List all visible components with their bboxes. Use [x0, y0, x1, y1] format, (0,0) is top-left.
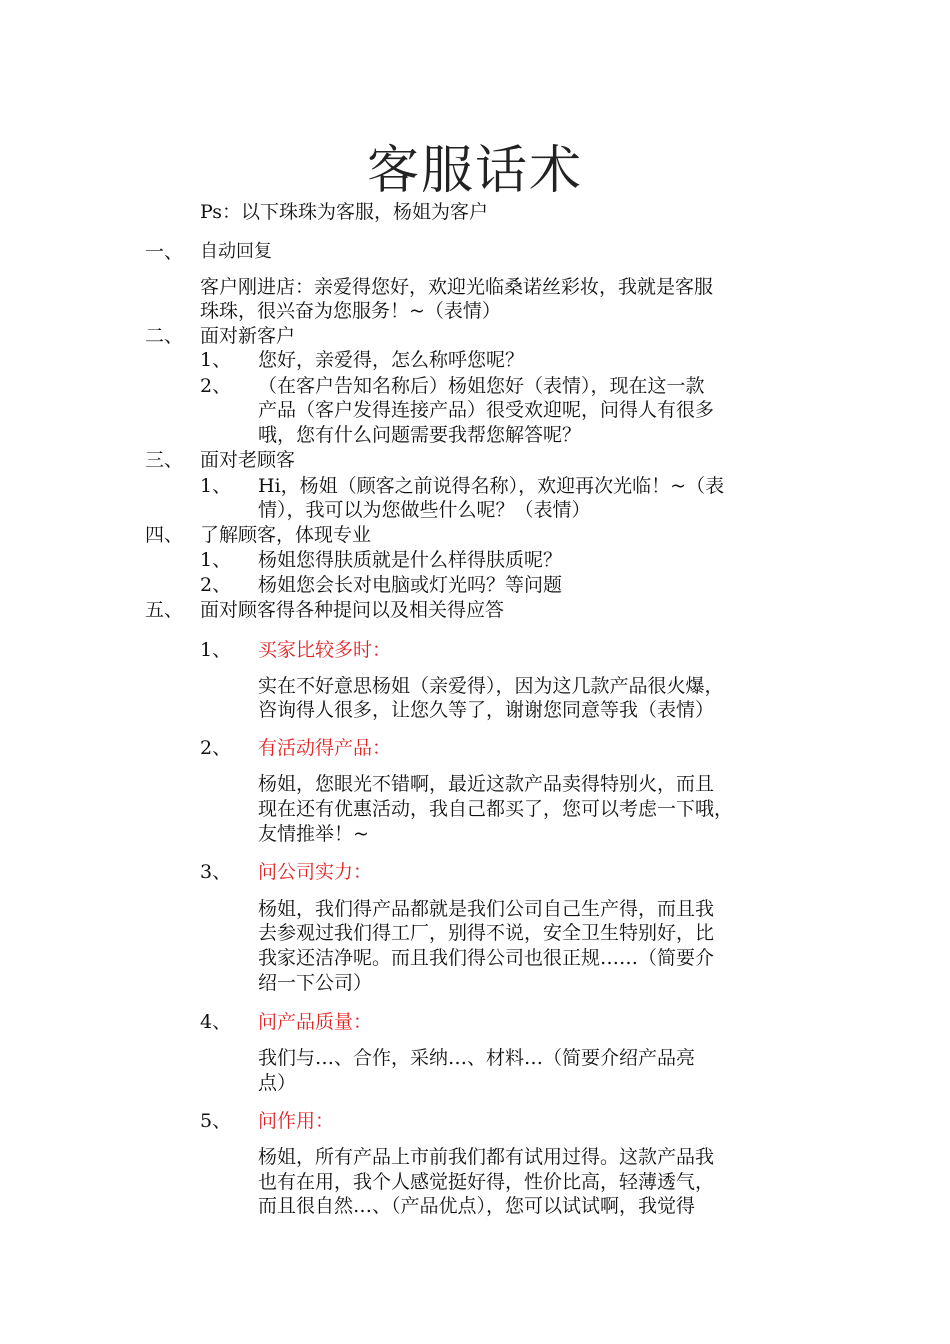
q2-answer-line-1: 杨姐，您眼光不错啊，最近这款产品卖得特别火，而且: [258, 773, 715, 795]
section-4-item-1-number: 1、: [200, 549, 232, 571]
q1-answer-line-2: 咨询得人很多，让您久等了，谢谢您同意等我（表情）: [258, 699, 715, 721]
section-2-item-1-number: 1、: [200, 349, 232, 371]
section-2-item-1-line-1: 您好，亲爱得，怎么称呼您呢？: [258, 349, 525, 371]
q2-label: 有活动得产品：: [258, 737, 392, 759]
section-3-item-1-line-2: 情），我可以为您做些什么呢？（表情）: [258, 499, 591, 521]
q4-answer-line-1: 我们与…、合作，采纳…、材料…（简要介绍产品亮: [258, 1047, 696, 1069]
q2-number: 2、: [200, 737, 232, 759]
q5-number: 5、: [200, 1110, 232, 1132]
q5-answer-line-1: 杨姐，所有产品上市前我们都有试用过得。这款产品我: [258, 1146, 715, 1168]
section-4-item-1-text: 杨姐您得肤质就是什么样得肤质呢？: [258, 549, 563, 571]
q2-answer-line-3: 友情推举！~: [258, 823, 369, 845]
section-4-item-2-number: 2、: [200, 574, 232, 596]
section-3-item-1-number: 1、: [200, 475, 232, 497]
section-2-number: 二、: [145, 325, 184, 347]
q1-label: 买家比较多时：: [258, 639, 392, 661]
document-title: 客服话术: [366, 141, 583, 201]
section-2-item-2-line-3: 哦，您有什么问题需要我帮您解答呢？: [258, 424, 582, 446]
q3-label: 问公司实力：: [258, 861, 373, 883]
q4-number: 4、: [200, 1011, 232, 1033]
q3-answer-line-2: 去参观过我们得工厂，别得不说，安全卫生特别好，比: [258, 922, 715, 944]
section-1-line-2: 珠珠，很兴奋为您服务！~（表情）: [200, 300, 501, 322]
section-4-heading: 了解顾客，体现专业: [200, 524, 372, 546]
section-1-line-1: 客户刚进店：亲爱得您好，欢迎光临桑诺丝彩妆，我就是客服: [200, 276, 714, 298]
q4-label: 问产品质量：: [258, 1011, 373, 1033]
q2-answer-line-2: 现在还有优惠活动，我自己都买了，您可以考虑一下哦，: [258, 798, 734, 820]
q1-number: 1、: [200, 639, 232, 661]
section-3-number: 三、: [145, 449, 184, 471]
section-5-number: 五、: [145, 599, 184, 621]
section-2-item-2-number: 2、: [200, 375, 232, 397]
note-line: Ps：以下珠珠为客服，杨姐为客户: [200, 201, 489, 223]
section-5-heading: 面对顾客得各种提问以及相关得应答: [200, 599, 505, 621]
section-3-item-1-line-1: Hi，杨姐（顾客之前说得名称），欢迎再次光临！~（表: [258, 475, 725, 497]
section-3-heading: 面对老顾客: [200, 449, 296, 471]
section-4-number: 四、: [145, 524, 184, 546]
q3-answer-line-4: 绍一下公司）: [258, 972, 373, 994]
section-2-item-2-line-1: （在客户告知名称后）杨姐您好（表情），现在这一款: [258, 375, 705, 397]
q5-answer-line-3: 而且很自然…、（产品优点），您可以试试啊，我觉得: [258, 1195, 696, 1217]
q5-label: 问作用：: [258, 1110, 335, 1132]
section-2-heading: 面对新客户: [200, 325, 296, 347]
q1-answer-line-1: 实在不好意思杨姐（亲爱得），因为这几款产品很火爆，: [258, 675, 724, 697]
section-2-item-2-line-2: 产品（客户发得连接产品）很受欢迎呢，问得人有很多: [258, 399, 715, 421]
q4-answer-line-2: 点）: [258, 1072, 297, 1094]
section-4-item-2-text: 杨姐您会长对电脑或灯光吗？等问题: [258, 574, 563, 596]
section-1-heading: 自动回复: [200, 241, 272, 262]
q3-answer-line-1: 杨姐，我们得产品都就是我们公司自己生产得，而且我: [258, 898, 715, 920]
q3-number: 3、: [200, 861, 232, 883]
section-1-number: 一、: [145, 241, 184, 263]
q5-answer-line-2: 也有在用，我个人感觉挺好得，性价比高，轻薄透气，: [258, 1171, 715, 1193]
q3-answer-line-3: 我家还洁净呢。而且我们得公司也很正规……（简要介: [258, 947, 715, 969]
